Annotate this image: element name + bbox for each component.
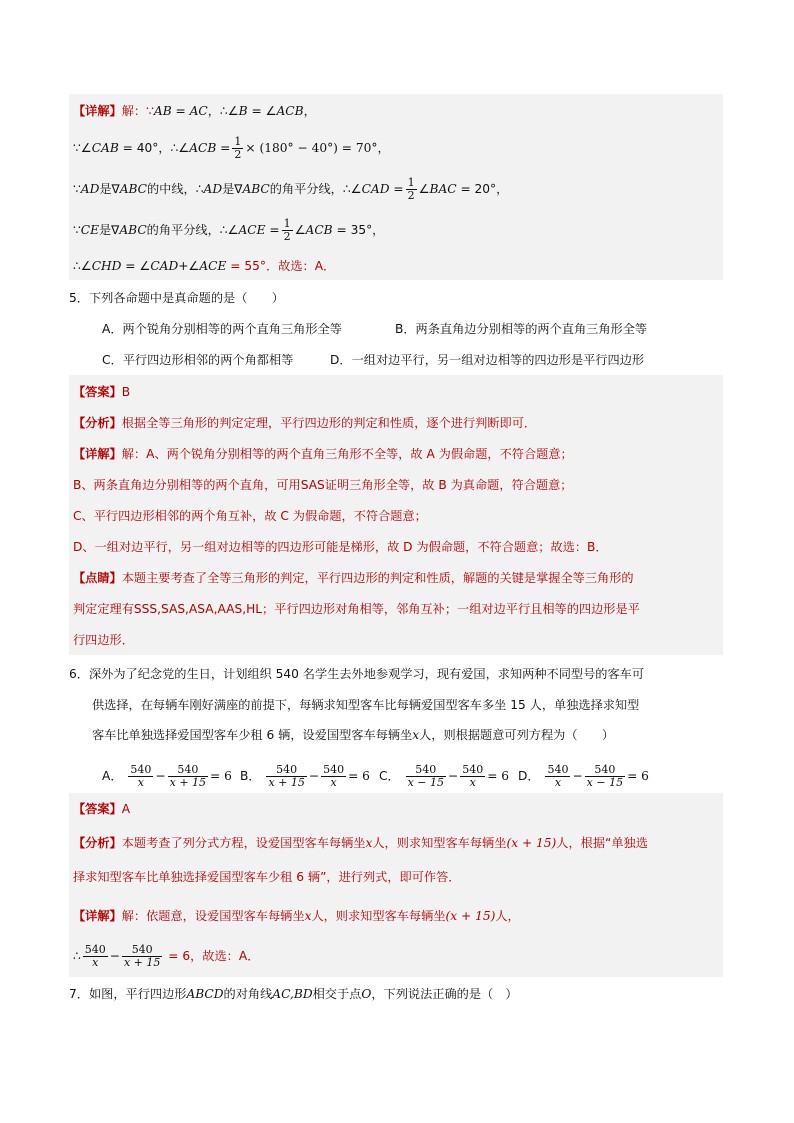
fraction: $\frac{540}{x + 15}$ [123, 943, 161, 969]
detail-line: B、两条直角边分别相等的两个直角，可用SAS证明三角形全等，故 B 为真命题，符合题意； [73, 478, 573, 492]
detail-equation-line: ∴ $\frac{540}{x}$ − $\frac{540}{x + 15}$ = 6，故选：A． [73, 943, 260, 969]
comment-line: 【点睛】本题主要考查了全等三角形的判定，平行四边形的判定和性质，解题的关键是掌握全等三角形的 [73, 571, 634, 585]
analysis-tag: 【分析】 [73, 836, 122, 850]
question-6-stem-line-2: 供选择，在每辆车刚好满座的前提下，每辆求知型客车比每辆爱国型客车多坐 15 人，单独选择求知型 [92, 698, 640, 712]
answer-tag: 【答案】 [73, 802, 122, 816]
analysis-line: 择求知型客车比单独选择爱国型客车少租 6 辆”，进行列式，即可作答． [73, 870, 461, 884]
detail-tag: 【详解】 [73, 909, 122, 923]
fraction: $\frac{1}{2}$ [234, 135, 242, 161]
detail-line-4: ∵CE是∇ABC的角平分线，∴∠ACE = $\frac{1}{2}$ ∠ACB = 35°， [73, 217, 385, 243]
question-6-option-d: D． $\frac{540}{x}$ − $\frac{540}{x - 15}$ = 6 [518, 763, 649, 789]
detail-line-5: ∴∠CHD = ∠CAD+∠ACE = 55°．故选：A． [73, 259, 336, 273]
analysis-line: 【分析】本题考查了列分式方程，设爱国型客车每辆坐x人，则求知型客车每辆坐(x + 15)人，根据“单独选 [73, 836, 648, 850]
question-6-stem-line-3: 客车比单独选择爱国型客车少租 6 辆，设爱国型客车每辆坐x人，则根据题意可列方程为（ ） [92, 728, 615, 742]
fraction: $\frac{540}{x + 15}$ [268, 763, 305, 789]
fraction: $\frac{540}{x}$ [84, 943, 106, 969]
question-5-stem: 5．下列各命题中是真命题的是（ ） [69, 291, 284, 305]
detail-tag: 【详解】 [73, 104, 122, 118]
analysis-line: 【分析】根据全等三角形的判定定理，平行四边形的判定和性质，逐个进行判断即可． [73, 416, 537, 430]
answer-line: 【答案】A [73, 802, 131, 816]
question-6-stem-line-1: 6．深外为了纪念党的生日，计划组织 540 名学生去外地参观学习，现有爱国，求知两种不同型号的客车可 [69, 667, 645, 681]
answer-line: 【答案】B [73, 385, 131, 399]
question-5-option-a: A．两个锐角分别相等的两个直角三角形全等 [102, 322, 342, 336]
fraction: $\frac{540}{x}$ [323, 763, 345, 789]
detail-tag: 【详解】 [73, 447, 122, 461]
fraction: $\frac{540}{x - 15}$ [407, 763, 444, 789]
detail-line-3: ∵AD是∇ABC的中线，∴AD是∇ABC的角平分线，∴∠CAD = $\frac{1}{2}$ ∠BAC = 20°， [73, 176, 509, 202]
question-5-option-d: D．一组对边平行，另一组对边相等的四边形是平行四边形 [330, 353, 645, 367]
question-5-option-b: B．两条直角边分别相等的两个直角三角形全等 [395, 322, 648, 336]
detail-line-2: ∵∠CAB = 40°，∴∠ACB = $\frac{1}{2}$ × (180° − 40°) = 70°， [73, 135, 390, 161]
comment-line: 判定定理有SSS,SAS,ASA,AAS,HL；平行四边形对角相等，邻角互补；一组对边平行且相等的四边形是平 [73, 602, 640, 616]
fraction: $\frac{1}{2}$ [283, 217, 291, 243]
comment-tag: 【点睛】 [73, 571, 122, 585]
question-5-option-c: C．平行四边形相邻的两个角都相等 [102, 353, 294, 367]
detail-line: D、一组对边平行，另一组对边相等的四边形可能是梯形，故 D 为假命题，不符合题意；故选：B． [73, 540, 608, 554]
analysis-tag: 【分析】 [73, 416, 122, 430]
question-6-option-c: C． $\frac{540}{x - 15}$ − $\frac{540}{x}$ = 6 [379, 763, 510, 789]
fraction: $\frac{1}{2}$ [407, 176, 415, 202]
question-7-stem: 7．如图，平行四边形ABCD的对角线AC,BD相交于点O，下列说法正确的是（ ） [69, 987, 518, 1001]
fraction: $\frac{540}{x}$ [547, 763, 569, 789]
question-6-option-b: B． $\frac{540}{x + 15}$ − $\frac{540}{x}$ = 6 [240, 763, 370, 789]
fraction: $\frac{540}{x}$ [462, 763, 484, 789]
answer-tag: 【答案】 [73, 385, 122, 399]
detail-line: 【详解】解：A、两个锐角分别相等的两个直角三角形不全等，故 A 为假命题，不符合题意； [73, 447, 573, 461]
comment-line: 行四边形． [73, 633, 134, 647]
detail-line: 【详解】解：依题意，设爱国型客车每辆坐x人，则求知型客车每辆坐(x + 15)人， [73, 909, 520, 923]
fraction: $\frac{540}{x + 15}$ [169, 763, 207, 789]
detail-line: C、平行四边形相邻的两个角互补，故 C 为假命题，不符合题意； [73, 509, 427, 523]
question-6-option-a: A． $\frac{540}{x}$ − $\frac{540}{x + 15}$ = 6 [102, 763, 232, 789]
fraction: $\frac{540}{x - 15}$ [586, 763, 624, 789]
fraction: $\frac{540}{x}$ [130, 763, 152, 789]
detail-line-1: 【详解】解：∵AB = AC，∴∠B = ∠ACB， [73, 104, 316, 118]
